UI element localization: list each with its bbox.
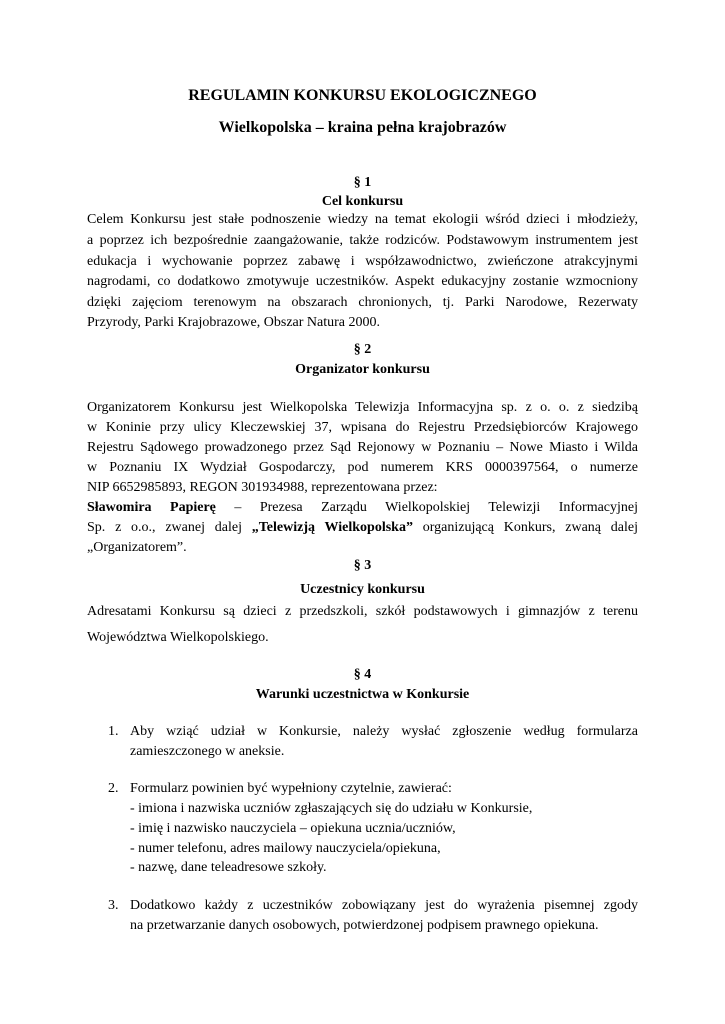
- section-2-line: Rejestru Sądowego prowadzonego przez Sąd Rejonowy w Poznaniu – Nowe Miasto i Wilda: [87, 440, 638, 455]
- list-item-number: 3.: [108, 898, 119, 913]
- section-1-line: a poprzez ich bezpośrednie zaangażowanie, także rodziców. Podstawowym instrumentem jest: [87, 233, 638, 248]
- section-2-heading: Organizator konkursu: [295, 362, 430, 377]
- section-2-line: w Poznaniu IX Wydział Gospodarczy, pod numerem KRS 0000397564, o numerze: [87, 460, 638, 475]
- section-2-line: Organizatorem Konkursu jest Wielkopolska Telewizja Informacyjna sp. z o. o. z siedzibą: [87, 400, 638, 415]
- section-2-line: „Organizatorem”.: [87, 540, 187, 555]
- section-2-line: w Koninie przy ulicy Kleczewskiej 37, wpisana do Rejestru Przedsiębiorców Krajowego: [87, 420, 638, 435]
- section-1-mark: § 1: [353, 175, 372, 190]
- list-item-line: - imię i nazwisko nauczyciela – opiekuna ucznia/uczniów,: [130, 821, 456, 836]
- representative-role: – Prezesa Zarządu Wielkopolskiej Telewizji Informacyjnej: [215, 500, 639, 515]
- section-1-line: nagrodami, co dodatkowo zmotywuje uczestników. Aspekt edukacyjny zostanie wzmocniony: [87, 274, 638, 289]
- list-item-line: zamieszczonego w aneksie.: [130, 744, 285, 759]
- section-2-company-line: [87, 518, 638, 538]
- document-title: REGULAMIN KONKURSU EKOLOGICZNEGO: [188, 87, 537, 104]
- list-item-line: Dodatkowo każdy z uczestników zobowiązany jest do wyrażenia pisemnej zgody: [130, 898, 638, 913]
- section-1-line: edukacja i wychowanie poprzez zabawę i współzawodnictwo, zwieńczone atrakcyjnymi: [87, 254, 638, 269]
- list-item-line: - numer telefonu, adres mailowy nauczyciela/opiekuna,: [130, 841, 441, 856]
- section-3-mark: § 3: [353, 558, 372, 573]
- list-item-number: 2.: [108, 781, 119, 796]
- list-item-line: na przetwarzanie danych osobowych, potwierdzonej podpisem prawnego opiekuna.: [130, 918, 599, 933]
- section-2-mark: § 2: [353, 342, 372, 357]
- section-1-heading: Cel konkursu: [321, 194, 404, 209]
- company-pre: Sp. z o.o., zwanej dalej: [87, 520, 252, 535]
- section-3-heading: Uczestnicy konkursu: [300, 582, 425, 597]
- section-1-line: Przyrody, Parki Krajobrazowe, Obszar Natura 2000.: [87, 315, 380, 330]
- company-post: organizującą Konkurs, zwaną dalej: [412, 520, 638, 535]
- section-3-line: Województwa Wielkopolskiego.: [87, 630, 269, 645]
- list-item-line: - nazwę, dane teleadresowe szkoły.: [130, 860, 327, 875]
- company-short-name: „Telewizją Wielkopolska”: [251, 520, 413, 535]
- section-1-line: Celem Konkursu jest stałe podnoszenie wiedzy na temat ekologii wśród dzieci i młodzieży,: [87, 212, 638, 227]
- section-1-line: dzięki zajęciom terenowym na obszarach chronionych, tj. Parki Narodowe, Rezerwaty: [87, 295, 638, 310]
- list-item-line: - imiona i nazwiska uczniów zgłaszających się do udziału w Konkursie,: [130, 801, 533, 816]
- section-2-representative-line: [87, 498, 638, 518]
- section-4-mark: § 4: [353, 667, 372, 682]
- list-item-number: 1.: [108, 724, 119, 739]
- section-3-line: Adresatami Konkursu są dzieci z przedszkoli, szkół podstawowych i gimnazjów z terenu: [87, 604, 638, 619]
- section-2-line: NIP 6652985893, REGON 301934988, reprezentowana przez:: [87, 480, 438, 495]
- list-item-line: Aby wziąć udział w Konkursie, należy wysłać zgłoszenie według formularza: [130, 724, 638, 739]
- section-4-heading: Warunki uczestnictwa w Konkursie: [255, 687, 470, 702]
- list-item-line: Formularz powinien być wypełniony czytelnie, zawierać:: [130, 781, 452, 796]
- document-subtitle: Wielkopolska – kraina pełna krajobrazów: [218, 119, 507, 136]
- representative-name: Sławomira Papierę: [87, 500, 216, 515]
